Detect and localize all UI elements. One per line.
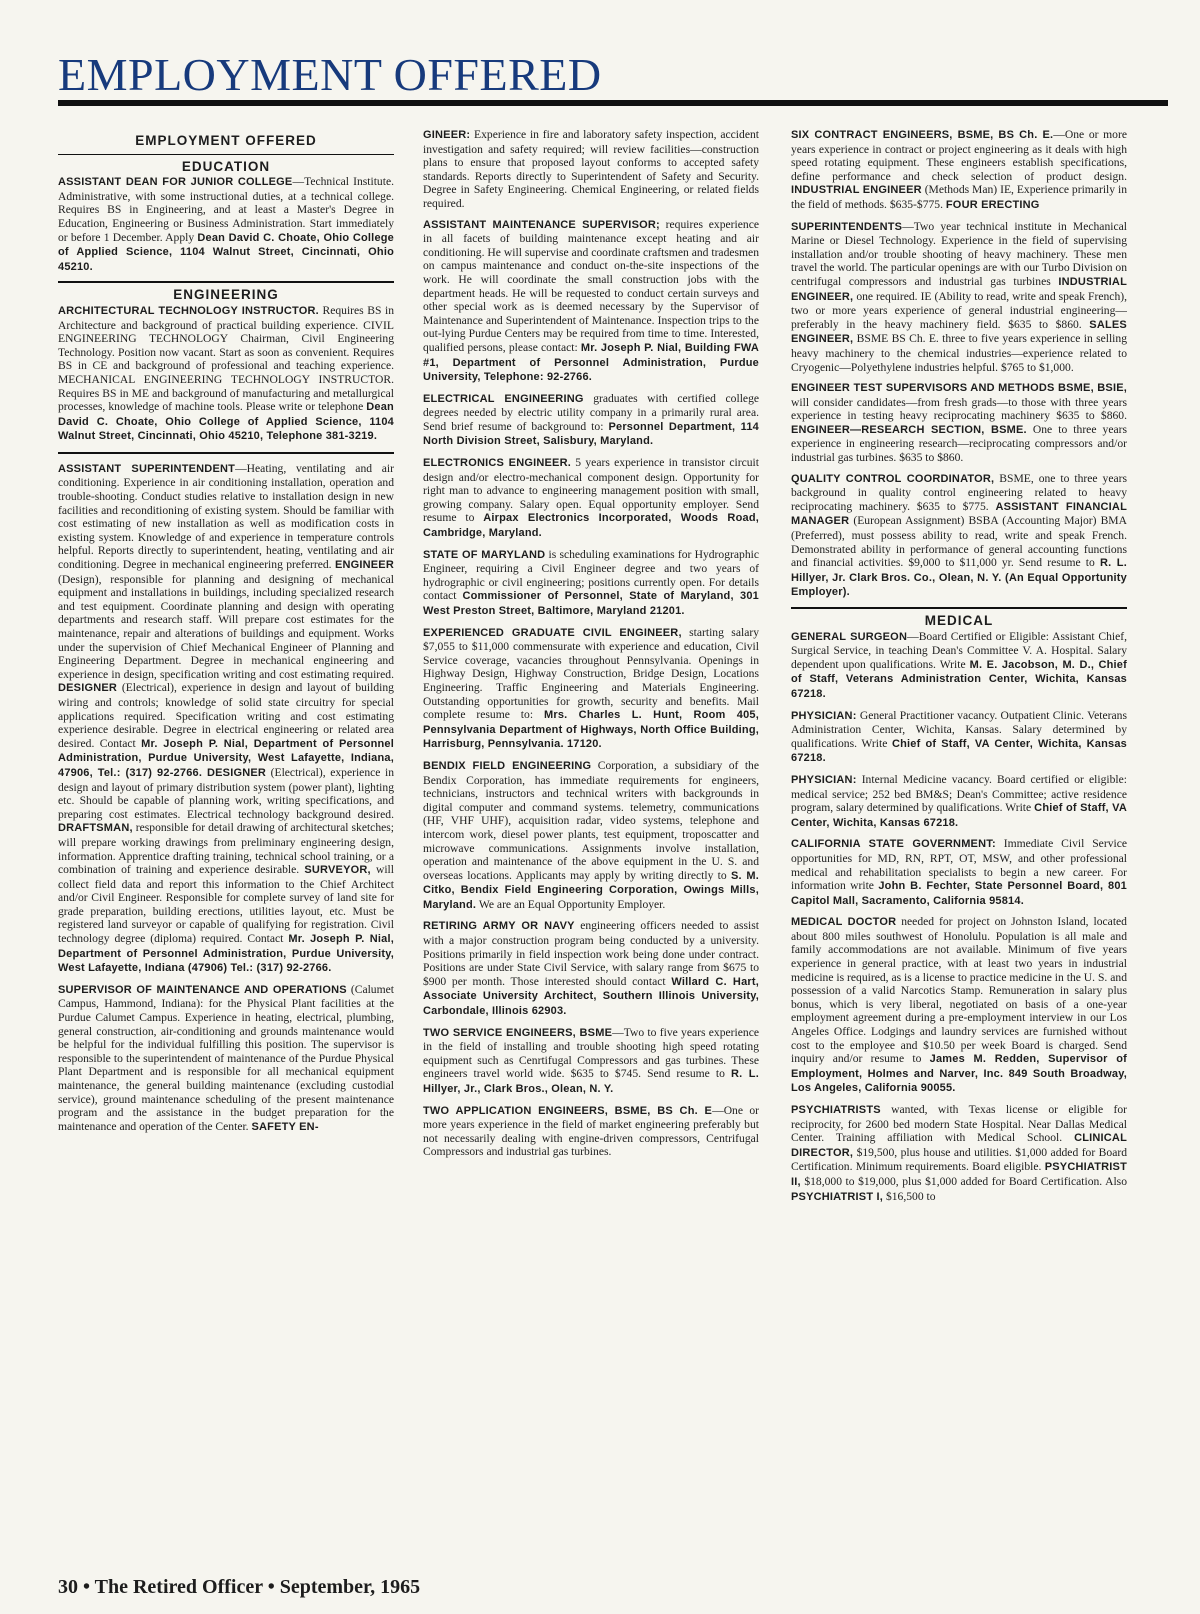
listing-title: PHYSICIAN: bbox=[791, 773, 857, 786]
listing-physician-gp bbox=[791, 709, 1127, 766]
title-rule bbox=[58, 100, 1168, 106]
listing-subtitle: ENGINEER bbox=[334, 559, 394, 572]
listing-contact: R. L. Hillyer, Jr., Clark Bros., Olean, N. Y. bbox=[423, 1068, 759, 1095]
listing-title: ASSISTANT SUPERINTENDENT bbox=[58, 462, 236, 475]
listing-continued: SAFETY EN- bbox=[251, 1120, 319, 1133]
listing-body: —Heating, ventilating and air conditioning. Experience in air conditioning installation, operation and trouble-shooting. Conduct studies relative to installation design in new facilities and reconditioning of existing system. Should be familiar with cost estimating of new installation as well as modification costs in existing system. Knowledge of and experience in temperature controls helpful. Reports directly to superintendent, heating, ventilating and air conditioning. Degree in mechanical engineering preferred. bbox=[58, 461, 394, 572]
listing-title: EXPERIENCED GRADUATE CIVIL ENGINEER, bbox=[423, 626, 682, 639]
listing-contact: Mrs. Charles L. Hunt, Room 405, Pennsylvania Department of Highways, North Office Building, Harrisburg, Pennsylvania. 17120. bbox=[423, 709, 759, 751]
listing-medical-doctor bbox=[791, 915, 1127, 1096]
listing-contact: Chief of Staff, VA Center, Wichita, Kansas 67218. bbox=[791, 802, 1127, 829]
listing-contact: Mr. Joseph P. Nial, Department of Personnel Administration, Purdue University, West Lafayette, Indiana, 47906, Tel.: (317) 92-2766. DESIGNER bbox=[58, 737, 394, 779]
listing-body: needed for project on Johnston Island, located about 800 miles southwest of Honolulu. Population is all male and family accommodations are not available. Minimum of five years experience in general practice, with at least two years in industrial medicine is required, as is a license to practice medicine in the U. S. and possession of a valid Narcotics Stamp. Remuneration in salary plus bonus, which is very liberal, negotiated on basis of a one-year employment agreement during a pre-employment interview in our Los Angeles Office. Lodgings and laundry services are furnished without cost to the employee and $10.50 per week Board is charged. Send inquiry and/or resume to bbox=[791, 915, 1127, 1066]
column-2 bbox=[423, 128, 759, 1548]
listing-title: TWO SERVICE ENGINEERS, BSME bbox=[423, 1026, 613, 1039]
listing-title: ASSISTANT DEAN FOR JUNIOR COLLEGE bbox=[58, 176, 293, 189]
page-footer: 30 • The Retired Officer • September, 1965 bbox=[58, 1576, 421, 1598]
listing-assistant-dean bbox=[58, 175, 394, 274]
listing-contact: Dean David C. Choate, Ohio College of Applied Science, 1104 Walnut Street, Cincinnati, Ohio 45210. bbox=[58, 231, 394, 273]
listing-electrical-engineering bbox=[423, 392, 759, 449]
listing-physician-internal bbox=[791, 773, 1127, 830]
listing-body: graduates with certified college degrees needed by electric utility company in a primarily rural area. Send brief resume of background to: bbox=[423, 391, 759, 433]
listing-body: will consider candidates—from fresh grads—to those with three years experience in testing heavy reciprocating machinery $635 to $860. bbox=[791, 395, 1127, 423]
listing-contact: Mr. Joseph P. Nial, Department of Personnel Administration, Purdue University, West Lafayette, Indiana (47906) Tel.: (317) 92-2766. bbox=[58, 933, 394, 975]
listing-body: $19,500, plus house and utilities. $1,000 added for Board Certification. Minimum requirements. Board eligible. bbox=[791, 1145, 1127, 1174]
listing-body: —Two to five years experience in the field of installing and trouble shooting high speed rotating equipment such as Cenrtifugal Compressors and gas turbines. These engineers travel world wide. $635 to $745. Send resume to bbox=[423, 1025, 759, 1081]
listing-title: TWO APPLICATION ENGINEERS, BSME, BS Ch. E bbox=[423, 1104, 713, 1117]
listing-contact: Dean David C. Choate, Ohio College of Applied Science, 1104 Walnut Street, Cincinnati, Ohio 45210, Telephone 381-3219. bbox=[58, 401, 394, 443]
listing-body: BSME BS Ch. E. three to five years experience in selling heavy machinery to the chemical industries—experience related to Cryogenic—Polyethylene industries helpful. $765 to $1,000. bbox=[791, 332, 1127, 374]
listing-title: CALIFORNIA STATE GOVERNMENT: bbox=[791, 838, 996, 851]
listing-safety-engineer bbox=[423, 128, 759, 211]
listing-body: $16,500 to bbox=[885, 1189, 936, 1203]
listing-contact: Mr. Joseph P. Nial, Building FWA #1, Department of Personnel Administration, Purdue University, Telephone: 92-2766. bbox=[423, 341, 759, 384]
listing-title: PHYSICIAN: bbox=[791, 709, 857, 722]
listing-contact: Willard C. Hart, Associate University Architect, Southern Illinois University, Carbondale, Illinois 62903. bbox=[423, 975, 759, 1018]
listing-contact: S. M. Citko, Bendix Field Engineering Corporation, Owings Mills, Maryland. bbox=[423, 869, 759, 911]
listing-body: We are an Equal Opportunity Employer. bbox=[478, 897, 666, 911]
listing-assistant-superintendent bbox=[58, 462, 394, 976]
listing-body: General Practitioner vacancy. Outpatient Clinic. Veterans Administration Center, Wichita, Kansas. Salary determined by qualifications. Write bbox=[791, 708, 1127, 750]
listing-subtitle: INDUSTRIAL ENGINEER, bbox=[791, 275, 1127, 303]
listing-quality-control bbox=[791, 472, 1127, 600]
listing-title: QUALITY CONTROL COORDINATOR, bbox=[791, 472, 995, 485]
listing-state-of-maryland bbox=[423, 548, 759, 619]
listing-title: STATE OF MARYLAND bbox=[423, 548, 546, 561]
listing-continued: FOUR ERECTING bbox=[945, 198, 1040, 211]
listing-body: Immediate Civil Service opportunities for MD, RN, RPT, OT, MSW, and other professional medical and rehabilitation specialists to begin a new career. For information write bbox=[791, 837, 1127, 893]
listing-bendix bbox=[423, 759, 759, 913]
listing-contact: M. E. Jacobson, M. D., Chief of Staff, Veterans Administration Center, Wichita, Kansas 67218. bbox=[791, 658, 1127, 700]
listing-civil-engineer bbox=[423, 626, 759, 752]
listing-service-engineers bbox=[423, 1026, 759, 1097]
listing-body: $18,000 to $19,000, plus $1,000 added for Board Certification. Also bbox=[804, 1174, 1127, 1188]
listing-subtitle: CLINICAL DIRECTOR, bbox=[791, 1132, 1127, 1159]
listing-body: starting salary $7,055 to $11,000 commensurate with experience and education, Civil Service coverage, vacancies throughout Pennsylvania. Openings in Highway Design, Highway Construction, Bridge Design, Locations Engineering. Traffic Engineering and Materials Engineering. Outstanding opportunities for growth, security and benefits. Mail complete resume to: bbox=[423, 625, 759, 722]
listing-title: ENGINEER TEST SUPERVISORS AND METHODS BSME, BSIE, bbox=[791, 382, 1127, 395]
page-title: EMPLOYMENT OFFERED bbox=[58, 49, 602, 100]
listing-title: ELECTRONICS ENGINEER. bbox=[423, 457, 571, 470]
listing-body: (Electrical), experience in design and layout of primary distribution system (power plant), lighting etc. Should be capable of planning work, writing specifications, and preparing cost estimates. Electrical technology background desired. bbox=[58, 765, 394, 821]
listing-body: Requires BS in Architecture and background of practical building experience. CIVIL ENGINEERING TECHNOLOGY Chairman, Civil Engineering Technology. Position now vacant. Start as soon as convenient. Requires BS in CE and background of professional and teaching experience. MECHANICAL ENGINEERING TECHNOLOGY INSTRUCTOR. Requires BS in ME and background of manufacturing and metallurgical processes, knowledge of machine tools. Please write or telephone bbox=[58, 303, 394, 414]
listing-application-engineers bbox=[423, 1104, 759, 1159]
listing-subtitle: DRAFTSMAN, bbox=[58, 822, 133, 835]
listing-supervisor-maintenance bbox=[58, 983, 394, 1135]
listing-title: SIX CONTRACT ENGINEERS, BSME, BS Ch. E. bbox=[791, 129, 1054, 141]
listing-subtitle: DESIGNER bbox=[58, 682, 118, 695]
listing-contact: James M. Redden, Supervisor of Employment, Holmes and Narver, Inc. 849 South Broadway, Los Angeles, California 90055. bbox=[791, 1053, 1127, 1095]
listing-body: BSME, one to three years background in quality control engineering related to heavy reciprocating machinery. $635 to $775. bbox=[791, 471, 1127, 513]
divider bbox=[58, 452, 394, 454]
listing-subtitle: INDUSTRIAL ENGINEER bbox=[791, 184, 922, 197]
listing-california bbox=[791, 837, 1127, 908]
listing-contract-engineers bbox=[791, 128, 1127, 213]
listing-body: Corporation, a subsidiary of the Bendix Corporation, has immediate requirements for engineers, technicians, instructors and technical writers with backgrounds in digital computer and command systems. telemetry, communications (HF, VHF UHF), acquisition radar, video systems, telephone and intercom work, diesel power plants, test equipment, troposcatter and microwave communications. Assignments involve installation, operation and maintenance of the above equipment in the U. S. and overseas locations. Applicants may apply by writing directly to bbox=[423, 758, 759, 882]
listing-body: one required. IE (Ability to read, write and speak French), two or more years experience of general industrial engineering—preferably in the heavy machinery field. $635 to $860. bbox=[791, 289, 1127, 331]
listing-title: ARCHITECTURAL TECHNOLOGY INSTRUCTOR. bbox=[58, 304, 319, 317]
listing-electronics-engineer bbox=[423, 456, 759, 541]
listing-contact: John B. Fechter, State Personnel Board, 801 Capitol Mall, Sacramento, California 95814. bbox=[791, 880, 1127, 907]
section-heading-education: EDUCATION bbox=[58, 154, 394, 174]
listing-title: GINEER: bbox=[423, 129, 471, 141]
listing-body: (Design), responsible for planning and designing of mechanical equipment and installations in buildings, including specialized research and test equipment. Coordinate planning and design with operating departments and research staff. Will prepare cost estimates for the maintenance, repair and alterations of buildings and equipment. Works under the supervision of Chief Mechanical Engineer of Planning and Engineering Department. Degree in mechanical engineering and experience in design, specification writing and cost estimating required. bbox=[58, 572, 394, 681]
listing-body: is scheduling examinations for Hydrographic Engineer, requiring a Civil Engineer degree and two years of hydrographic or civil engineering; positions currently open. For details contact bbox=[423, 547, 759, 603]
column-heading: EMPLOYMENT OFFERED bbox=[135, 133, 317, 148]
listing-subtitle: ENGINEER—RESEARCH SECTION, BSME. bbox=[791, 423, 1027, 436]
listing-body: wanted, with Texas license or eligible for reciprocity, for 2600 bed modern State Hospital. Near Dallas Medical Center. Training affiliation with Medical School. bbox=[791, 1103, 1127, 1145]
listing-body: —One or more years experience in the field of market engineering preferably but not necessarily dealing with engine-driven compressors, Centrifugal Compressors and industrial gas turbines. bbox=[423, 1103, 759, 1159]
listing-psychiatrists bbox=[791, 1103, 1127, 1204]
listing-title: ELECTRICAL ENGINEERING bbox=[423, 392, 584, 405]
listing-body: —Two year technical institute in Mechanical Marine or Diesel Technology. Experience in the field of supervising installation and/or trouble shooting of heavy machinery. These men travel the world. The particular openings are with our Turbo Division on centrifugal compressors and industrial gas turbines bbox=[791, 219, 1127, 288]
listing-title: RETIRING ARMY OR NAVY bbox=[423, 920, 575, 933]
listing-title: BENDIX FIELD ENGINEERING bbox=[423, 759, 592, 772]
section-heading-medical: MEDICAL bbox=[791, 607, 1127, 628]
listing-body: —Board Certified or Eligible: Assistant Chief, Surgical Service, in teaching Dean's Committee V. A. Hospital. Salary dependent upon qualifications. Write bbox=[791, 629, 1127, 671]
listing-general-surgeon bbox=[791, 630, 1127, 702]
listing-body: will collect field data and report this information to the Chief Architect and/or Civil Engineer. Responsible for complete survey of land site for grade preparation, building erections, utilities layout, etc. Must be registered land surveyor or capable of qualifying for registration. Civil technology degree (diploma) required. Contact bbox=[58, 863, 394, 946]
section-heading-engineering: ENGINEERING bbox=[58, 281, 394, 302]
listing-body: (Electrical), experience in design and layout of building wiring and controls; knowledge of solid state circuitry for special applications required. Specification writing and cost estimating experience desirable. Degree in electrical engineering or related area desired. Contact bbox=[58, 681, 394, 750]
listing-contact: Commissioner of Personnel, State of Maryland, 301 West Preston Street, Baltimore, Maryland 21201. bbox=[423, 590, 759, 617]
column-3 bbox=[791, 128, 1127, 1548]
listing-body: —Technical Institute. Administrative, with some instructional duties, at a technical college. Requires BS in Engineering, and at least a Master's Degree in Education, Engineering or Business Administration. Start immediately or before 1 December. Apply bbox=[58, 175, 394, 244]
listing-body: Experience in fire and laboratory safety inspection, accident investigation and safety required; will review facilities—construction plans to ensure that proposed layout conforms to accepted safety standards. Reports directly to Superintendent of Safety and Security. Degree in Safety Engineering. Chemical Engineering, or related fields required. bbox=[423, 128, 759, 210]
listing-body: 5 years experience in transistor circuit design and/or electro-mechanical component design. Opportunity for right man to advance to engineering management position with small, growing company. Salary open. Equal opportunity employer. Send resume to bbox=[423, 456, 759, 525]
listing-subtitle: SURVEYOR, bbox=[304, 864, 371, 877]
listing-subtitle: SALES ENGINEER, bbox=[791, 318, 1127, 346]
listing-subtitle: PSYCHIATRIST II, bbox=[791, 1161, 1127, 1188]
listing-contact: Personnel Department, 114 North Division Street, Salisbury, Maryland. bbox=[423, 420, 759, 448]
listing-body: (Calumet Campus, Hammond, Indiana): for the Physical Plant facilities at the Purdue Calumet Campus. Experience in heating, electrical, plumbing, general construction, air-conditioning and grounds maintenance would be helpful for the individual fulfilling this position. The supervisor is responsible to the superintendent of maintenance of the Purdue Physical Plant Department and is responsible for all mechanical equipment maintenance, the general building maintenance (excluding custodial service), ground maintenance scheduling of the present maintenance program and the assistance in the budget preparation for the maintenance and operation of the Center. bbox=[58, 982, 394, 1133]
listing-contact: Airpax Electronics Incorporated, Woods Road, Cambridge, Maryland. bbox=[423, 512, 759, 540]
listing-body: requires experience in all facets of building maintenance except heating and air conditioning. He will supervise and coordinate craftsmen and tradesmen on campus maintenance and conduct on-the-site inspections of the work. He will coordinate the small construction jobs with the department heads. He will be requested to conduct certain surveys and other special work as is deemed necessary by the Supervisor of Maintenance and Superintendent of Maintenance. Inspection trips to the out-lying Purdue Centers may be required from time to time. Interested, qualified persons, please contact: bbox=[423, 217, 759, 354]
listing-title: PSYCHIATRISTS bbox=[791, 1104, 881, 1116]
listing-body: engineering officers needed to assist with a major construction program being conducted by a university. Positions primarily in field inspection work being done under contract. Positions are under State Civil Service, with salary range from $675 to $900 per month. Those interested should contact bbox=[423, 919, 759, 988]
listing-title: SUPERINTENDENTS bbox=[791, 220, 903, 233]
listing-contact: R. L. Hillyer, Jr. Clark Bros. Co., Olean, N. Y. (An Equal Opportunity Employer). bbox=[791, 557, 1127, 599]
listing-title: MEDICAL DOCTOR bbox=[791, 916, 897, 929]
column-1 bbox=[58, 128, 394, 1548]
listing-subtitle: PSYCHIATRIST I, bbox=[791, 1190, 884, 1203]
listing-subtitle: ASSISTANT FINANCIAL MANAGER bbox=[791, 500, 1127, 528]
listing-superintendents bbox=[791, 220, 1127, 375]
listing-title: GENERAL SURGEON bbox=[791, 630, 908, 643]
listing-body: One to three years experience in engineering research—reciprocating compressors and/or industrial gas turbines. $635 to $860. bbox=[791, 422, 1127, 465]
listing-body: Internal Medicine vacancy. Board certified or eligible: medical service; 252 bed BM&S; Dean's Committee; active residence program, salary determined by qualifications. Write bbox=[791, 772, 1127, 815]
listing-body: (European Assignment) BSBA (Accounting Major) BMA (Preferred), must possess ability to read, write and speak French. Demonstrated ability in performance of general accounting functions and financial activities. $9,000 to $11,000 yr. Send resume to bbox=[791, 514, 1127, 570]
listing-body: —One or more years experience in contract or project engineering as it deals with high speed rotating equipment. These engineers establish specifications, define performance and check selection of product design. bbox=[791, 128, 1127, 183]
listing-contact: Chief of Staff, VA Center, Wichita, Kansas 67218. bbox=[791, 737, 1127, 765]
listing-retiring-army-navy bbox=[423, 919, 759, 1018]
listing-test-supervisors bbox=[791, 381, 1127, 465]
listing-title: SUPERVISOR OF MAINTENANCE AND OPERATIONS bbox=[58, 983, 347, 996]
listing-architectural-instructor bbox=[58, 304, 394, 444]
listing-title: ASSISTANT MAINTENANCE SUPERVISOR; bbox=[423, 218, 660, 231]
listing-body: responsible for detail drawing of architectural sketches; will prepare working drawings from preliminary engineering design, information. Apprentice drafting training, technical school training, or a combination of training and experience desirable. bbox=[58, 821, 394, 877]
listing-assistant-maintenance-supervisor bbox=[423, 218, 759, 385]
listing-body: (Methods Man) IE, Experience primarily in the field of methods. $635-$775. bbox=[791, 183, 1127, 211]
